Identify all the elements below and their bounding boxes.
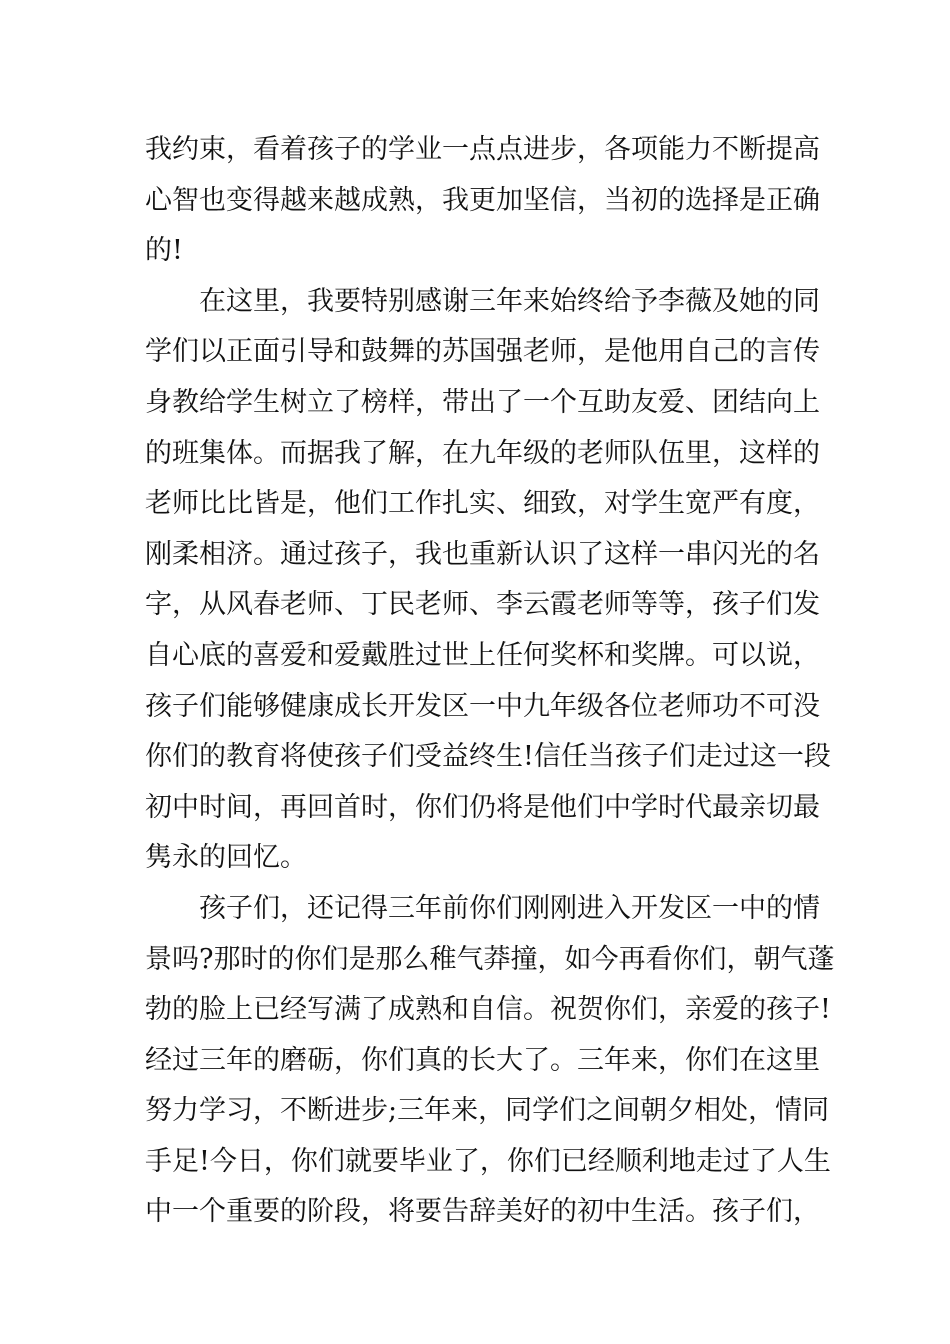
body-text xyxy=(145,125,835,1238)
text-line: 学们以正面引导和鼓舞的苏国强老师，是他用自己的言传 xyxy=(145,336,820,368)
text-line: 的班集体。而据我了解，在九年级的老师队伍里，这样的 xyxy=(145,437,820,469)
text-line: 景吗?那时的你们是那么稚气莽撞，如今再看你们，朝气蓬 xyxy=(145,943,835,975)
text-line: 手足!今日，你们就要毕业了，你们已经顺利地走过了人生 xyxy=(145,1145,831,1177)
text-line: 初中时间，再回首时，你们仍将是他们中学时代最亲切最 xyxy=(145,791,820,823)
text-line: 你们的教育将使孩子们受益终生!信任当孩子们走过这一段 xyxy=(145,741,831,773)
text-line: 经过三年的磨砺，你们真的长大了。三年来，你们在这里 xyxy=(145,1044,820,1076)
text-line: 努力学习，不断进步;三年来，同学们之间朝夕相处，情同 xyxy=(145,1095,830,1127)
text-line: 隽永的回忆。 xyxy=(145,842,307,874)
paragraph-first-line: 孩子们，还记得三年前你们刚刚进入开发区一中的情 xyxy=(199,892,820,924)
paragraph-first-line: 在这里，我要特别感谢三年来始终给予李薇及她的同 xyxy=(199,285,820,317)
text-line: 身教给学生树立了榜样，带出了一个互助友爱、团结向上 xyxy=(145,386,820,418)
text-line: 心智也变得越来越成熟，我更加坚信，当初的选择是正确 xyxy=(145,184,820,216)
text-line: 自心底的喜爱和爱戴胜过世上任何奖杯和奖牌。可以说， xyxy=(145,639,820,671)
text-line: 勃的脸上已经写满了成熟和自信。祝贺你们，亲爱的孩子! xyxy=(145,994,831,1026)
text-line: 的! xyxy=(145,235,183,267)
text-line: 刚柔相济。通过孩子，我也重新认识了这样一串闪光的名 xyxy=(145,538,820,570)
text-line: 老师比比皆是，他们工作扎实、细致，对学生宽严有度， xyxy=(145,488,820,520)
text-line: 孩子们能够健康成长开发区一中九年级各位老师功不可没 xyxy=(145,690,820,722)
text-line: 中一个重要的阶段，将要告辞美好的初中生活。孩子们， xyxy=(145,1196,820,1228)
text-line: 我约束，看着孩子的学业一点点进步，各项能力不断提高 xyxy=(145,134,820,165)
text-line: 字，从风春老师、丁民老师、李云霞老师等等，孩子们发 xyxy=(145,589,820,621)
